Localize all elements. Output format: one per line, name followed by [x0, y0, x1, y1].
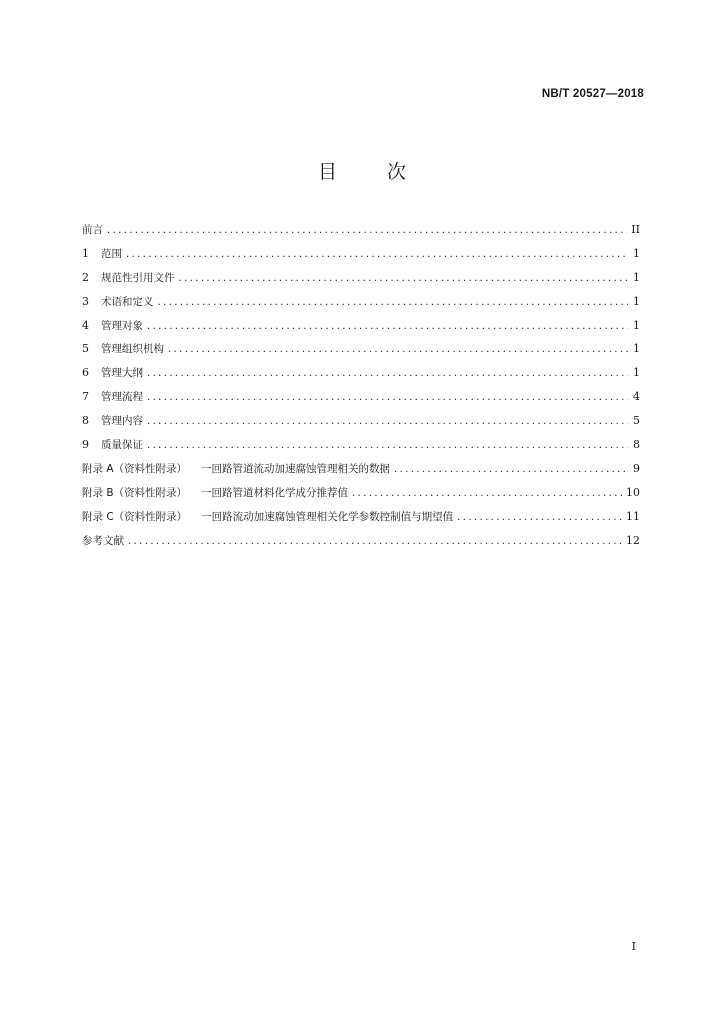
toc-entry-appendix-b[interactable] [82, 481, 640, 505]
toc-dot-leader [147, 434, 628, 457]
toc-entry-normative-references[interactable] [82, 266, 640, 290]
toc-entry-page: 12 [626, 533, 640, 547]
toc-entry-page: 11 [626, 509, 640, 523]
toc-entry-organization[interactable] [82, 337, 640, 361]
toc-entry-number: 9 [82, 438, 89, 452]
toc-entry-label: 管理组织机构 [101, 343, 164, 356]
toc-entry-number: 1 [82, 246, 89, 260]
page-number: I [631, 940, 636, 953]
toc-entry-terms-definitions[interactable] [82, 290, 640, 314]
toc-entry-scope[interactable] [82, 242, 640, 266]
toc-entry-label: 质量保证 [101, 439, 143, 452]
toc-dot-leader [394, 458, 628, 481]
toc-entry-label: 一回路流动加速腐蚀管理相关化学参数控制值与期望值 [201, 510, 454, 523]
toc-entry-label: 规范性引用文件 [101, 271, 175, 284]
toc-entry-label: 一回路管道流动加速腐蚀管理相关的数据 [201, 462, 391, 475]
toc-entry-page: II [631, 223, 640, 236]
toc-entry-number: 6 [82, 366, 89, 380]
standard-number: NB/T 20527—2018 [541, 88, 644, 100]
toc-appendix-prefix: 附录 B（资料性附录） [82, 486, 188, 499]
toc-dot-leader [128, 530, 622, 553]
toc-entry-number: 5 [82, 342, 89, 356]
page-title: 目 次 [317, 161, 429, 183]
toc-appendix-prefix: 附录 C（资料性附录） [82, 510, 188, 523]
toc-entry-page: 1 [633, 318, 640, 332]
toc-entry-page: 1 [633, 270, 640, 284]
toc-entry-page: 1 [633, 246, 640, 260]
toc-dot-leader [107, 219, 627, 242]
toc-entry-page: 4 [633, 390, 640, 404]
toc-entry-page: 1 [633, 366, 640, 380]
toc-entry-number: 3 [82, 294, 89, 308]
toc-entry-number: 7 [82, 390, 89, 404]
toc-entry-number: 4 [82, 318, 89, 332]
toc-dot-leader [147, 386, 628, 409]
toc-entry-label: 前言 [82, 224, 103, 236]
toc-entry-label: 管理大纲 [101, 367, 143, 380]
toc-appendix-prefix: 附录 A（资料性附录） [82, 462, 188, 475]
toc-entry-label: 参考文献 [82, 534, 124, 547]
toc-dot-leader [147, 410, 628, 433]
toc-entry-page: 8 [633, 438, 640, 452]
toc-entry-quality-assurance[interactable] [82, 433, 640, 457]
toc-entry-label: 管理对象 [101, 319, 143, 332]
toc-entry-number: 8 [82, 414, 89, 428]
toc-entry-label: 管理流程 [101, 391, 143, 404]
toc-entry-page: 9 [633, 461, 640, 475]
toc-entry-number: 2 [82, 270, 89, 284]
toc-entry-content[interactable] [82, 409, 640, 433]
toc-entry-foreword[interactable] [82, 218, 640, 242]
toc-entry-bibliography[interactable] [82, 529, 640, 553]
toc-entry-page: 1 [633, 294, 640, 308]
toc-entry-page: 10 [626, 485, 640, 499]
toc-entry-label: 范围 [101, 247, 122, 260]
toc-entry-page: 1 [633, 342, 640, 356]
toc-entry-label: 一回路管道材料化学成分推荐值 [201, 486, 349, 499]
table-of-contents [82, 218, 640, 552]
toc-entry-process[interactable] [82, 385, 640, 409]
toc-dot-leader [457, 506, 622, 529]
toc-entry-outline[interactable] [82, 361, 640, 385]
toc-entry-management-objects[interactable] [82, 314, 640, 338]
toc-dot-leader [126, 243, 628, 266]
toc-entry-label: 术语和定义 [101, 295, 154, 308]
toc-dot-leader [158, 291, 629, 314]
toc-dot-leader [352, 482, 622, 505]
toc-entry-page: 5 [633, 414, 640, 428]
toc-dot-leader [179, 267, 629, 290]
toc-dot-leader [147, 315, 628, 338]
toc-entry-label: 管理内容 [101, 415, 143, 428]
toc-entry-appendix-c[interactable] [82, 505, 640, 529]
toc-dot-leader [168, 338, 628, 361]
toc-entry-appendix-a[interactable] [82, 457, 640, 481]
toc-dot-leader [147, 362, 628, 385]
